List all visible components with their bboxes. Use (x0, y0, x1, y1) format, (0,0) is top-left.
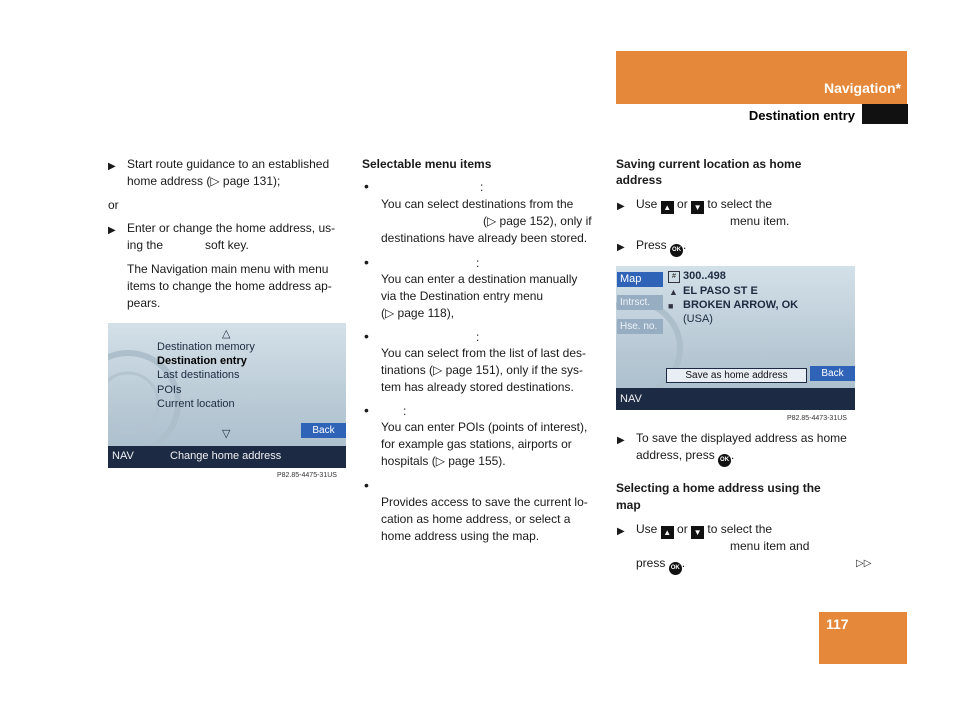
address-number-range: 300..498 (683, 270, 726, 282)
para-text: The Navigation main menu with menu (127, 262, 329, 276)
bullet-dot-icon: • (364, 328, 369, 344)
country-name: (USA) (683, 313, 713, 325)
item-text: tem has already stored destinations. (381, 380, 574, 394)
road-icon: ▲ (669, 287, 678, 297)
item-colon: : (476, 256, 480, 270)
tab-map[interactable]: Map (617, 272, 663, 287)
menu-item[interactable]: Destination memory (157, 341, 255, 353)
menu-item[interactable]: Last destinations (157, 369, 240, 381)
tab-house-number[interactable]: Hse. no. (617, 319, 663, 334)
bullet-dot-icon: • (364, 178, 369, 194)
bullet-dot-icon: • (364, 254, 369, 270)
back-button[interactable]: Back (301, 423, 346, 438)
figure-code: P82.85-4475-31US (277, 472, 337, 479)
ok-button-icon: OK (718, 454, 731, 467)
menu-item[interactable]: Current location (157, 398, 235, 410)
item-text: You can enter a destination manually (381, 272, 578, 286)
back-button[interactable]: Back (810, 366, 855, 381)
nav-status-bar (108, 446, 346, 468)
item-colon: : (476, 330, 480, 344)
arrow-bullet-icon: ▶ (617, 201, 625, 212)
nav-label: NAV (112, 450, 134, 462)
item-text: (▷ page 152), only if (483, 214, 592, 228)
nav-label: NAV (620, 393, 642, 405)
item-colon: : (480, 180, 484, 194)
item-text: for example gas stations, airports or (381, 437, 572, 451)
down-key-icon: ▼ (691, 526, 704, 539)
step-text: Enter or change the home address, us- (127, 221, 336, 235)
house-number-icon: # (668, 271, 680, 283)
step-text: home address (▷ page 131); (127, 174, 281, 188)
up-key-icon: ▲ (661, 526, 674, 539)
para-text: items to change the home address ap- (127, 279, 332, 293)
nav-screen-2 (616, 266, 855, 410)
change-home-address-softkey[interactable]: Change home address (170, 450, 282, 462)
step-text: press OK . (636, 555, 685, 575)
scroll-down-icon[interactable]: ▽ (222, 428, 231, 440)
arrow-bullet-icon: ▶ (108, 225, 116, 236)
section-heading: address (616, 173, 663, 187)
arrow-bullet-icon: ▶ (108, 161, 116, 172)
page-number: 117 (826, 616, 849, 632)
item-text: You can select destinations from the (381, 197, 574, 211)
city-icon: ■ (668, 301, 674, 311)
section-heading: Saving current location as home (616, 157, 802, 171)
item-text: home address using the map. (381, 529, 540, 543)
step-text: ing the (127, 238, 164, 252)
down-key-icon: ▼ (691, 201, 704, 214)
ok-button-icon: OK (670, 244, 683, 257)
tab-intersection[interactable]: Intrsct. (617, 295, 663, 310)
step-text: menu item and (730, 539, 810, 553)
para-text: pears. (127, 296, 161, 310)
section-heading: Selectable menu items (362, 157, 492, 171)
up-key-icon: ▲ (661, 201, 674, 214)
item-colon: : (403, 404, 407, 418)
or-text: or (108, 198, 119, 212)
step-text: address, press OK . (636, 447, 734, 467)
step-text: Press OK . (636, 237, 686, 257)
section-heading: Selecting a home address using the (616, 481, 821, 495)
item-text: Provides access to save the current lo- (381, 495, 588, 509)
item-text: hospitals (▷ page 155). (381, 454, 506, 468)
step-text: Use ▲ or ▼ to select the (636, 522, 773, 537)
arrow-bullet-icon: ▶ (617, 435, 625, 446)
menu-item-selected[interactable]: Destination entry (157, 355, 247, 367)
nav-screen-1 (108, 323, 346, 468)
street-name: EL PASO ST E (683, 285, 758, 297)
arrow-bullet-icon: ▶ (617, 242, 625, 253)
ok-button-icon: OK (669, 562, 682, 575)
item-text: destinations have already been stored. (381, 231, 588, 245)
save-as-home-address-button[interactable]: Save as home address (666, 368, 807, 383)
item-text: You can enter POIs (points of interest), (381, 420, 588, 434)
section-title: Destination entry (748, 108, 855, 123)
item-text: You can select from the list of last des- (381, 346, 586, 360)
scroll-up-icon[interactable]: △ (222, 328, 231, 340)
item-text: (▷ page 118), (381, 306, 455, 320)
section-heading: map (616, 498, 641, 512)
figure-code: P82.85-4473-31US (787, 415, 847, 422)
step-text: menu item. (730, 214, 790, 228)
nav-status-bar (616, 388, 855, 410)
chapter-title: Navigation* (823, 80, 901, 96)
step-text: To save the displayed address as home (636, 431, 847, 445)
item-text: via the Destination entry menu (381, 289, 544, 303)
bullet-dot-icon: • (364, 402, 369, 418)
continued-arrows-icon: ▷▷ (856, 558, 872, 569)
menu-item[interactable]: POIs (157, 384, 182, 396)
bullet-dot-icon: • (364, 477, 369, 493)
item-text: tinations (▷ page 151), only if the sys- (381, 363, 583, 377)
step-text: Start route guidance to an established (127, 157, 330, 171)
arrow-bullet-icon: ▶ (617, 526, 625, 537)
step-text: soft key. (205, 238, 249, 252)
step-text: Use ▲ or ▼ to select the (636, 197, 773, 212)
section-marker (862, 104, 908, 124)
chapter-header-block (616, 51, 907, 104)
city-name: BROKEN ARROW, OK (683, 299, 799, 311)
item-text: cation as home address, or select a (381, 512, 571, 526)
